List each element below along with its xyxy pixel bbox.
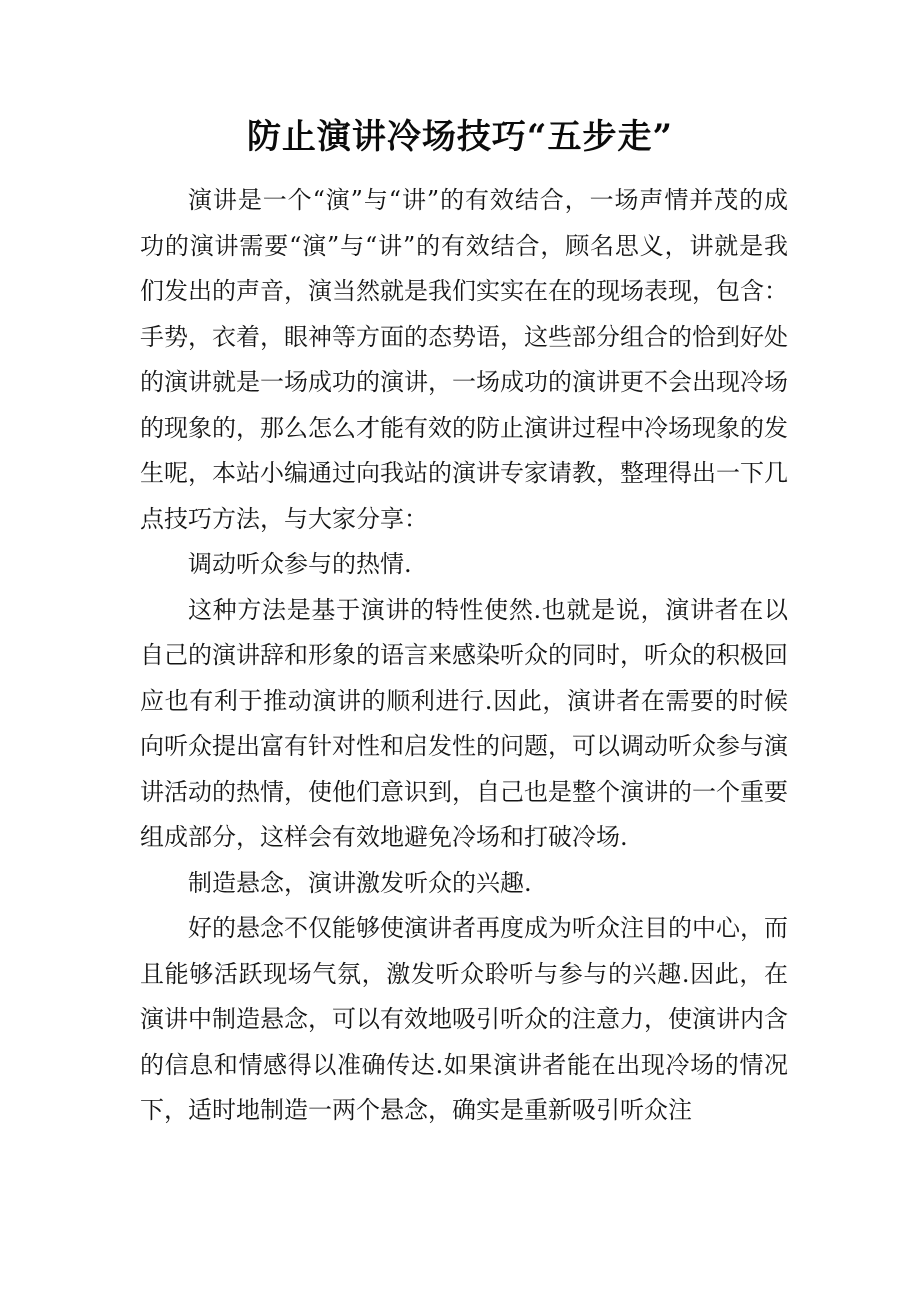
document-title: 防止演讲冷场技巧“五步走” bbox=[246, 117, 674, 157]
paragraph-suspense: 好的悬念不仅能够使演讲者再度成为听众注目的中心，而且能够活跃现场气氛，激发听众聆听与参与的兴趣.因此，在演讲中制造悬念，可以有效地吸引听众的注意力，使演讲内含的信息和情感得以准确传达.如果演讲者能在出现冷场的情况下，适时地制造一两个悬念，确实是重新吸引听众注 bbox=[140, 914, 788, 1124]
document-body bbox=[140, 178, 788, 1134]
paragraph-engage-audience: 这种方法是基于演讲的特性使然.也就是说，演讲者在以自己的演讲辞和形象的语言来感染听众的同时，听众的积极回应也有利于推动演讲的顺利进行.因此，演讲者在需要的时候向听众提出富有针对性和启发性的问题，可以调动听众参与演讲活动的热情，使他们意识到，自己也是整个演讲的一个重要组成部分，这样会有效地避免冷场和打破冷场. bbox=[140, 595, 788, 851]
paragraph-heading-engage-audience: 调动听众参与的热情. bbox=[188, 550, 412, 578]
paragraph-intro: 演讲是一个“演”与“讲”的有效结合，一场声情并茂的成功的演讲需要“演”与“讲”的有效结合，顾名思义，讲就是我们发出的声音，演当然就是我们实实在在的现场表现，包含：手势，衣着，眼神等方面的态势语，这些部分组合的恰到好处的演讲就是一场成功的演讲，一场成功的演讲更不会出现冷场的现象的，那么怎么才能有效的防止演讲过程中冷场现象的发生呢，本站小编通过向我站的演讲专家请教，整理得出一下几点技巧方法，与大家分享： bbox=[140, 186, 788, 533]
paragraph-heading-suspense: 制造悬念，演讲激发听众的兴趣. bbox=[188, 868, 532, 897]
